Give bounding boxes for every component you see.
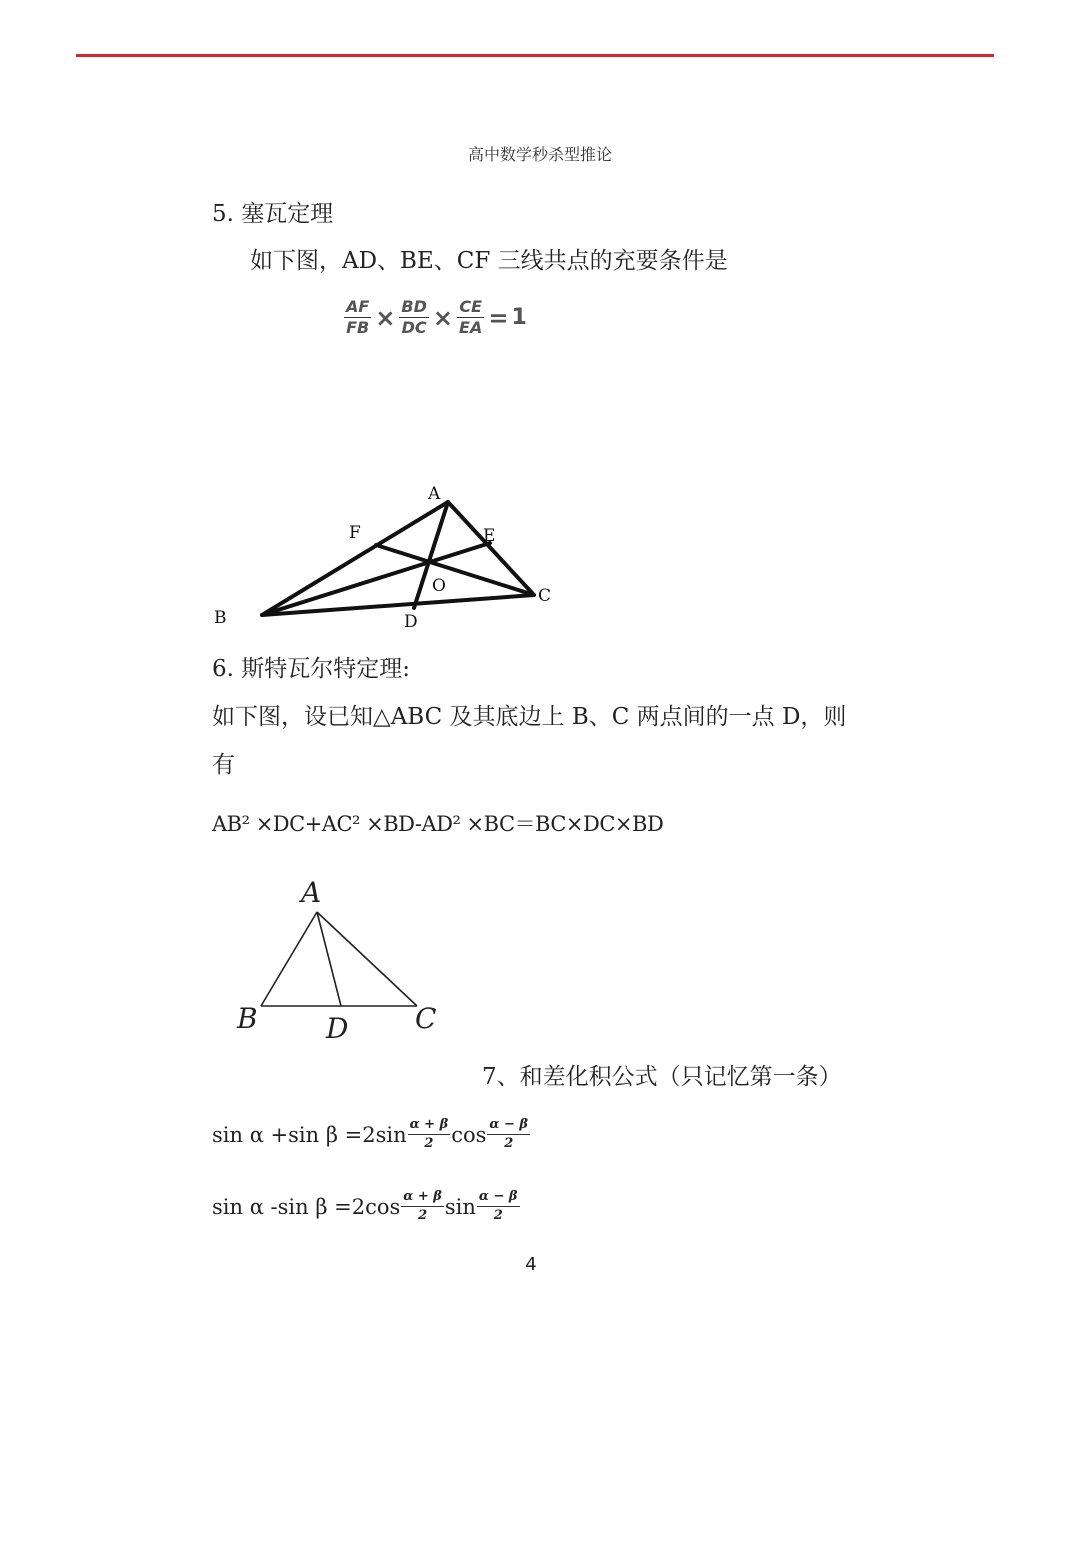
section5-statement: 如下图，AD、BE、CF 三线共点的充要条件是 <box>250 248 728 274</box>
fraction-denominator: 2 <box>418 1208 428 1223</box>
fraction-half-difference <box>477 1188 520 1225</box>
page-header-title: 高中数学秒杀型推论 <box>467 145 612 164</box>
fraction-denominator: 2 <box>424 1136 434 1151</box>
fraction-denominator: DC <box>401 318 427 337</box>
fraction-numerator: α + β <box>401 1188 444 1207</box>
times-sign: × <box>375 303 396 332</box>
formula-mid-function: cos <box>451 1122 487 1147</box>
label-a: A <box>301 876 322 909</box>
section6-title: 6. 斯特瓦尔特定理: <box>212 656 411 682</box>
label-c: C <box>415 1002 437 1035</box>
ceva-formula <box>343 297 527 338</box>
fraction-half-sum <box>408 1116 451 1153</box>
formula-lhs: sin α -sin β =2cos <box>212 1194 401 1219</box>
label-c: C <box>538 586 552 606</box>
side-bc <box>262 595 534 615</box>
fraction-denominator: 2 <box>493 1208 503 1223</box>
side-ac <box>317 912 417 1006</box>
fraction-numerator: AF <box>346 297 370 316</box>
fraction-denominator: 2 <box>504 1136 514 1151</box>
label-b: B <box>237 1002 258 1035</box>
ceva-triangle-figure <box>200 475 580 635</box>
cevian-be <box>262 543 490 615</box>
formula-result: 1 <box>511 305 527 330</box>
label-o: O <box>432 576 446 596</box>
fraction-numerator: CE <box>459 297 482 316</box>
stewart-formula: AB² ×DC+AC² ×BD-AD² ×BC＝BC×DC×BD <box>212 812 664 836</box>
fraction-numerator: α − β <box>487 1116 530 1135</box>
section6-statement-line2: 有 <box>212 752 235 778</box>
fraction-denominator: EA <box>459 318 483 337</box>
formula-lhs: sin α +sin β =2sin <box>212 1122 407 1147</box>
segment-ad <box>317 912 341 1006</box>
fraction-half-difference <box>487 1116 530 1153</box>
fraction-numerator: α − β <box>477 1188 520 1207</box>
fraction-ce-ea <box>457 297 484 338</box>
section7-title: 7、和差化积公式（只记忆第一条） <box>482 1064 842 1090</box>
times-sign: × <box>432 303 454 332</box>
label-b: B <box>214 608 227 628</box>
equals-sign: = <box>488 303 509 332</box>
fraction-bd-dc <box>399 297 428 338</box>
label-a: A <box>428 484 441 504</box>
fraction-half-sum <box>401 1188 444 1225</box>
fraction-af-fb <box>344 297 371 338</box>
section6-statement-line1: 如下图，设已知△ABC 及其底边上 B、C 两点间的一点 D，则 <box>212 704 847 730</box>
fraction-numerator: BD <box>401 297 427 316</box>
formula-mid-function: sin <box>444 1194 476 1219</box>
side-ab <box>261 912 317 1006</box>
section5-title: 5. 塞瓦定理 <box>212 201 334 227</box>
sum-to-product-formula-1 <box>212 1116 531 1153</box>
label-d: D <box>326 1012 349 1045</box>
sum-to-product-formula-2 <box>212 1188 521 1225</box>
fraction-numerator: α + β <box>408 1116 451 1135</box>
header-rule <box>76 54 994 57</box>
label-d: D <box>404 612 418 632</box>
page-number: 4 <box>525 1254 537 1275</box>
stewart-triangle-figure <box>225 868 465 1048</box>
label-e: E <box>483 526 496 546</box>
fraction-denominator: FB <box>346 318 370 337</box>
label-f: F <box>349 523 361 543</box>
